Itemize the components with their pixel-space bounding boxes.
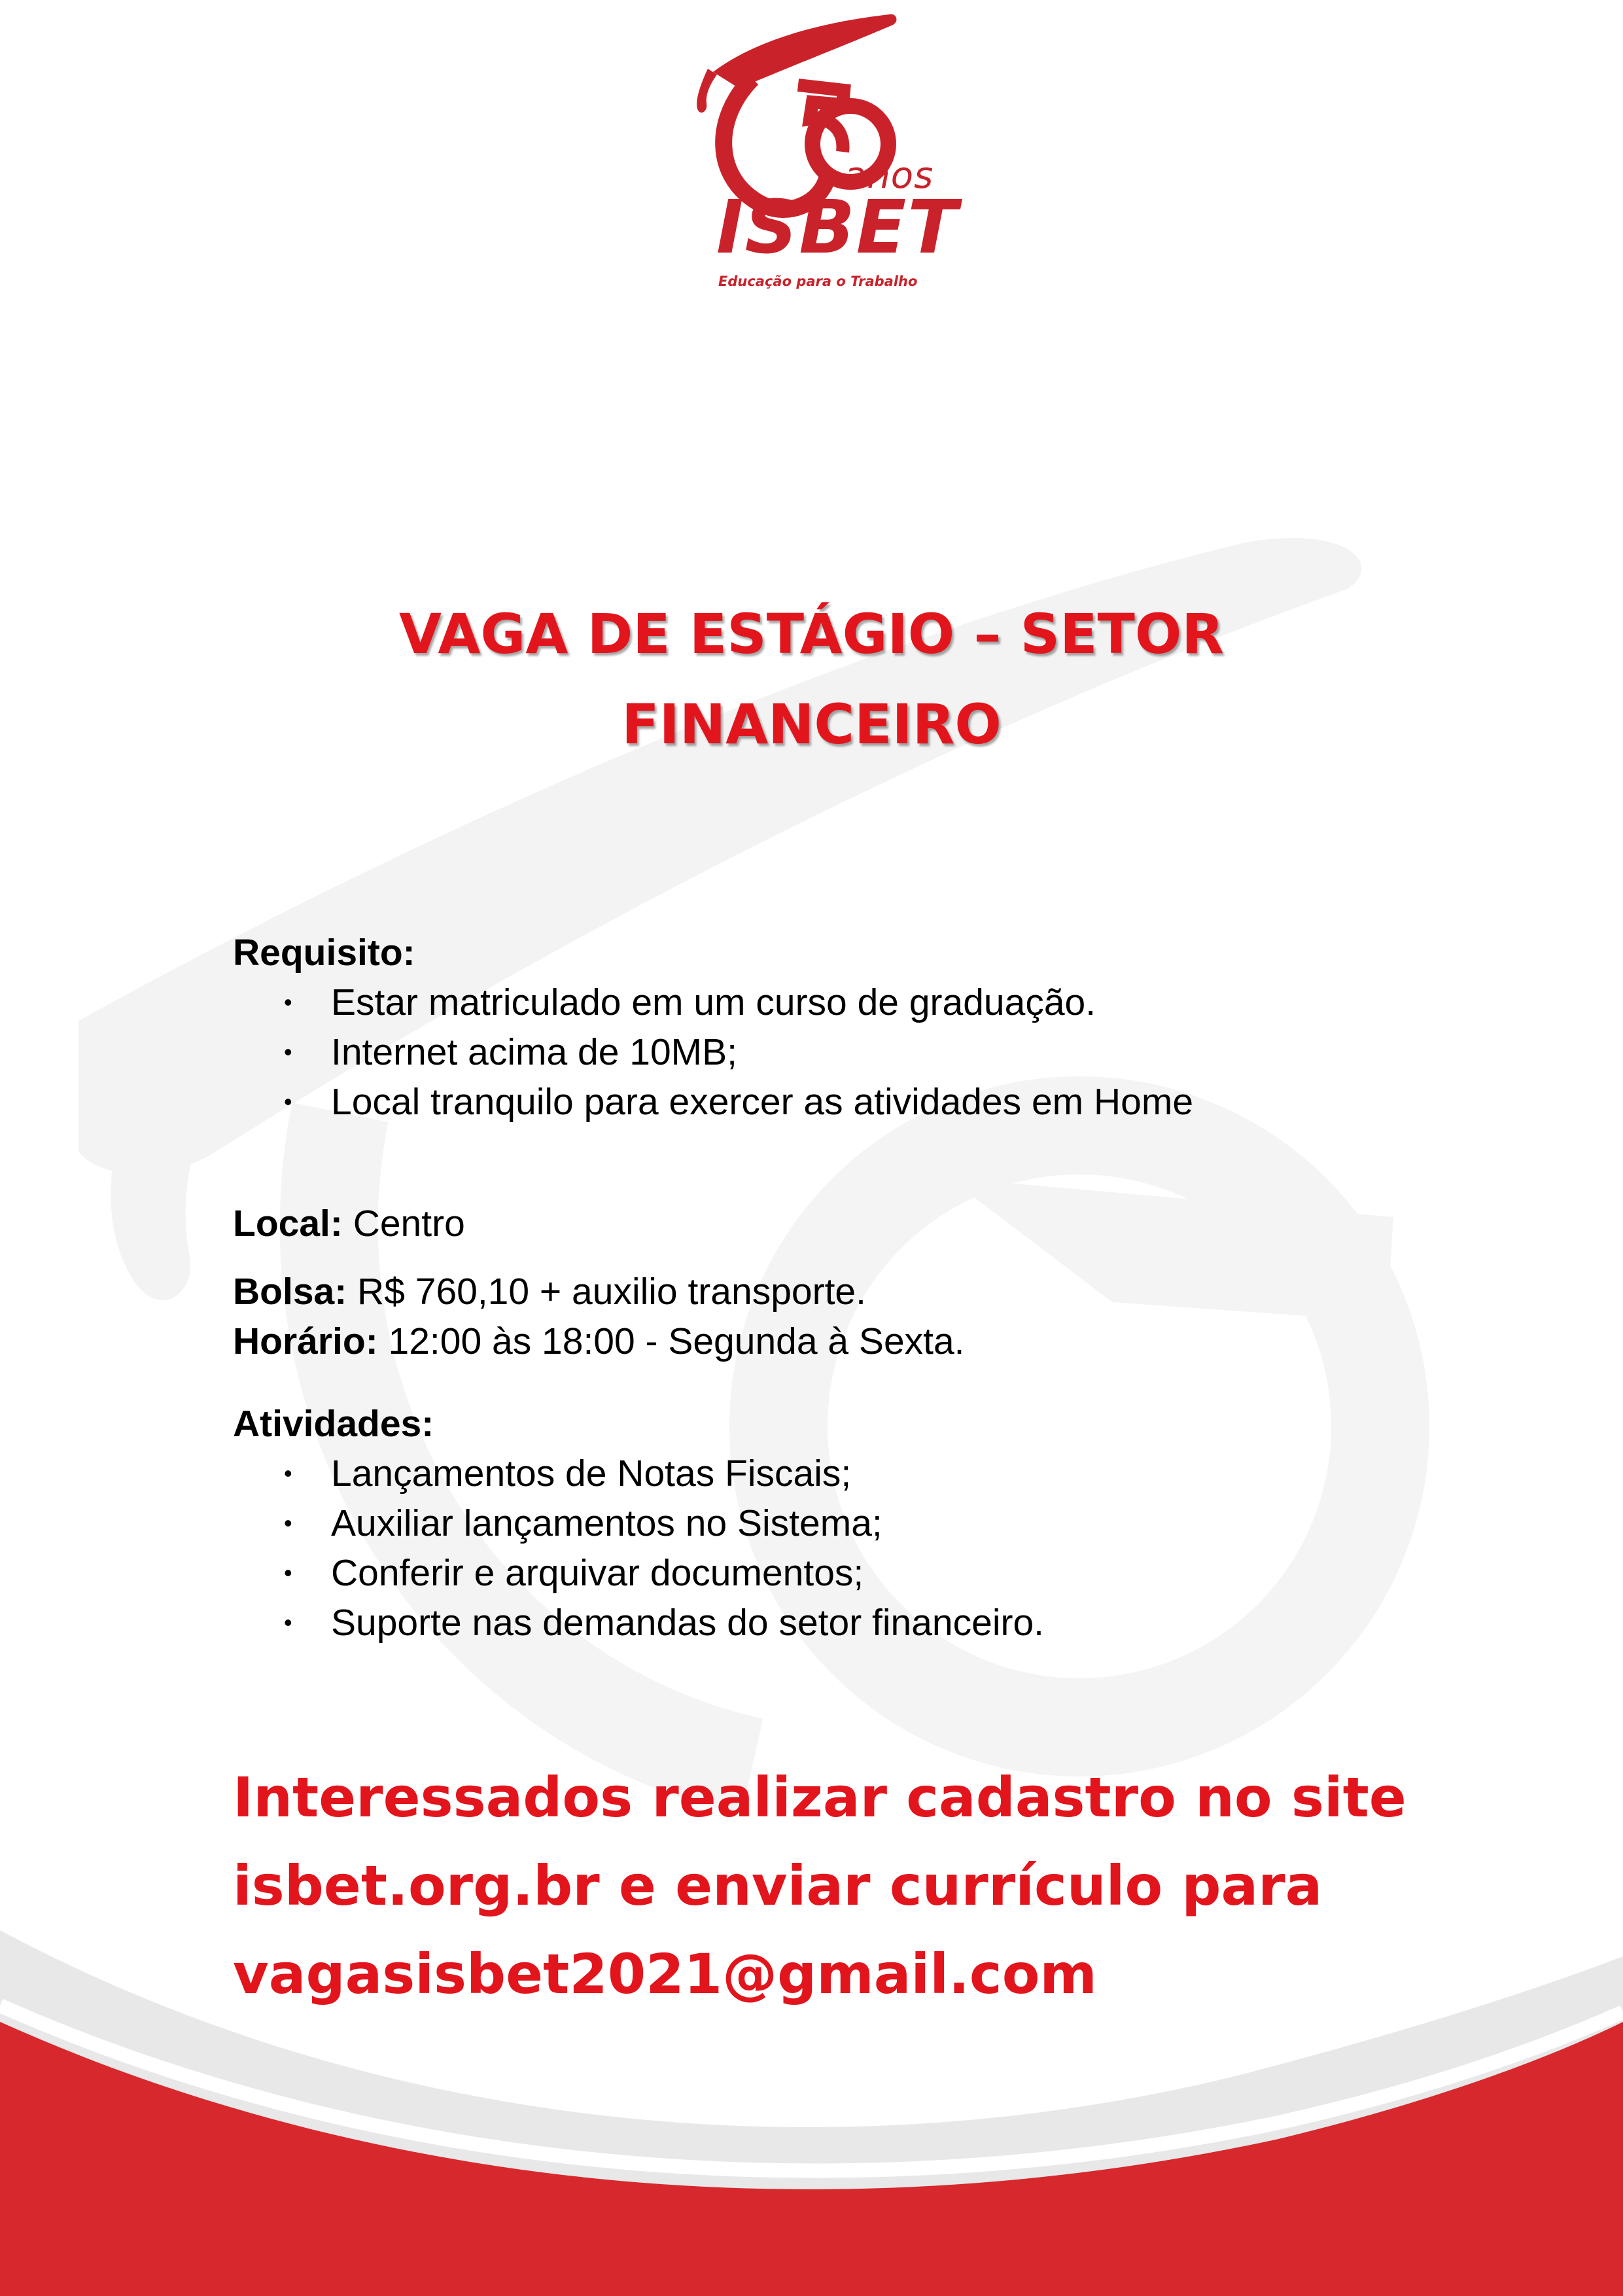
list-item: • Estar matriculado em um curso de graduação. xyxy=(233,978,1476,1027)
logo-wordmark: ISBET xyxy=(716,185,959,270)
logo-tagline: Educação para o Trabalho xyxy=(718,274,918,289)
list-item: • Conferir e arquivar documentos; xyxy=(233,1548,1476,1598)
local-value: Centro xyxy=(342,1203,465,1245)
cta-line-1: Interessados realizar cadastro no site xyxy=(233,1765,1406,1829)
horario-label: Horário: xyxy=(233,1320,378,1362)
list-item: • Auxiliar lançamentos no Sistema; xyxy=(233,1498,1476,1548)
title-line-2: FINANCEIRO xyxy=(621,692,1002,756)
horario-value: 12:00 às 18:00 - Segunda à Sexta. xyxy=(377,1320,965,1362)
requisito-label: Requisito: xyxy=(233,932,415,974)
footer-wave xyxy=(0,1891,1623,2296)
requisito-list xyxy=(233,978,1476,1127)
list-item: • Lançamentos de Notas Fiscais; xyxy=(233,1449,1476,1498)
local-line xyxy=(233,1199,1476,1248)
list-item: • Local tranquilo para exercer as atividades em Home xyxy=(233,1077,1476,1127)
logo-anos-text: anos xyxy=(844,154,934,197)
bolsa-line xyxy=(233,1267,1476,1316)
atividades-list xyxy=(233,1449,1476,1648)
bolsa-value: R$ 760,10 + auxilio transporte. xyxy=(347,1271,866,1313)
cta-line-2: isbet.org.br e enviar currículo para xyxy=(233,1854,1323,1918)
horario-line xyxy=(233,1316,1476,1366)
cta-line-3: vagasisbet2021@gmail.com xyxy=(233,1942,1097,2006)
page-title xyxy=(0,589,1623,769)
bolsa-label: Bolsa: xyxy=(233,1271,347,1313)
job-details xyxy=(233,928,1476,1648)
list-item: • Internet acima de 10MB; xyxy=(233,1027,1476,1077)
list-item: • Suporte nas demandas do setor financeiro. xyxy=(233,1598,1476,1648)
title-line-1: VAGA DE ESTÁGIO – SETOR xyxy=(399,602,1224,666)
atividades-label: Atividades: xyxy=(233,1403,434,1445)
local-label: Local: xyxy=(233,1203,343,1245)
